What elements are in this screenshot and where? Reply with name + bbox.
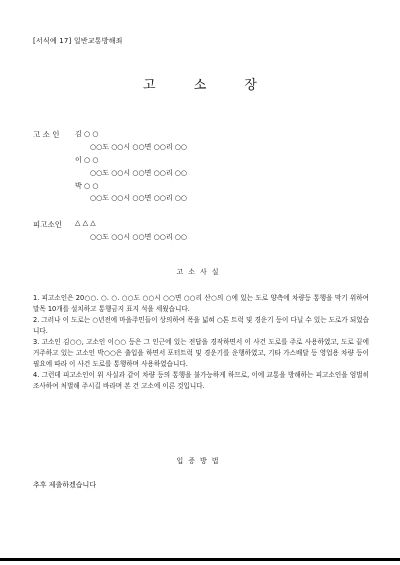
complainant-1-name: 김 ○ ○ <box>75 130 99 138</box>
facts-body <box>33 293 369 392</box>
complainant-3-address: ○○도 ○○시 ○○면 ○○리 ○○ <box>90 194 188 202</box>
fact-paragraph-2: 2. 그러나 이 도로는 ○년전에 마을주민들이 상의하여 폭을 넓혀 ○톤 트럭 및 경운기 등이 다닐 수 있는 도로가 되었습니다. <box>33 316 369 335</box>
fact-paragraph-3: 3. 고소인 김○○, 고소인 이○○ 등은 그 인근에 있는 전답을 경작하면서 이 사건 도로를 주로 사용하였고, 도로 끝에 거주하고 있는 고소인 박○○은 출입을 하면서 포터트럭 및 경운기를 운행하였고, 기타 가스배달 등 영업용 차량 등이 필요에 따라 이 사건 도로를 통행하며 사용하였습니다. <box>33 338 369 368</box>
title-char-1: 고 <box>143 78 156 93</box>
title-char-3: 장 <box>244 78 257 93</box>
fact-paragraph-4: 4. 그런데 피고소인이 위 사실과 같이 차량 등의 통행을 불가능하게 하므로, 이에 교통을 방해하는 피고소인을 엄벌히 조사하여 처벌해 주시길 바라며 본 건 고소에 이른 것입니다. <box>33 371 369 390</box>
fact-paragraph-1: 1. 피고소인은 20○○. ○. ○. ○○도 ○○시 ○○면 ○○리 산○의 ○에 있는 도로 양측에 차량등 통행을 막기 위하여 말목 10개를 설치하고 통행금지 표지 석을 세웠습니다. <box>33 294 370 313</box>
complainant-3-name: 박 ○ ○ <box>75 182 99 190</box>
complainant-2-address: ○○도 ○○시 ○○면 ○○리 ○○ <box>90 169 188 177</box>
document-title <box>0 74 400 93</box>
form-label: [서식예 17] 일반교통방해죄 <box>33 37 123 45</box>
complainant-1-address: ○○도 ○○시 ○○면 ○○리 ○○ <box>90 143 188 151</box>
accused-label: 피고소인 <box>33 220 62 229</box>
complainant-label: 고 소 인 <box>33 130 60 139</box>
bottom-border <box>0 558 400 561</box>
evidence-text: 추후 제출하겠습니다 <box>33 481 97 489</box>
complainant-2-name: 이 ○ ○ <box>75 156 99 164</box>
facts-heading: 고소사실 <box>176 268 224 276</box>
accused-name: △ △ △ <box>75 219 96 227</box>
accused-address: ○○도 ○○시 ○○면 ○○리 ○○ <box>90 233 188 241</box>
evidence-heading: 입증방법 <box>176 457 224 465</box>
title-char-2: 소 <box>193 78 207 93</box>
